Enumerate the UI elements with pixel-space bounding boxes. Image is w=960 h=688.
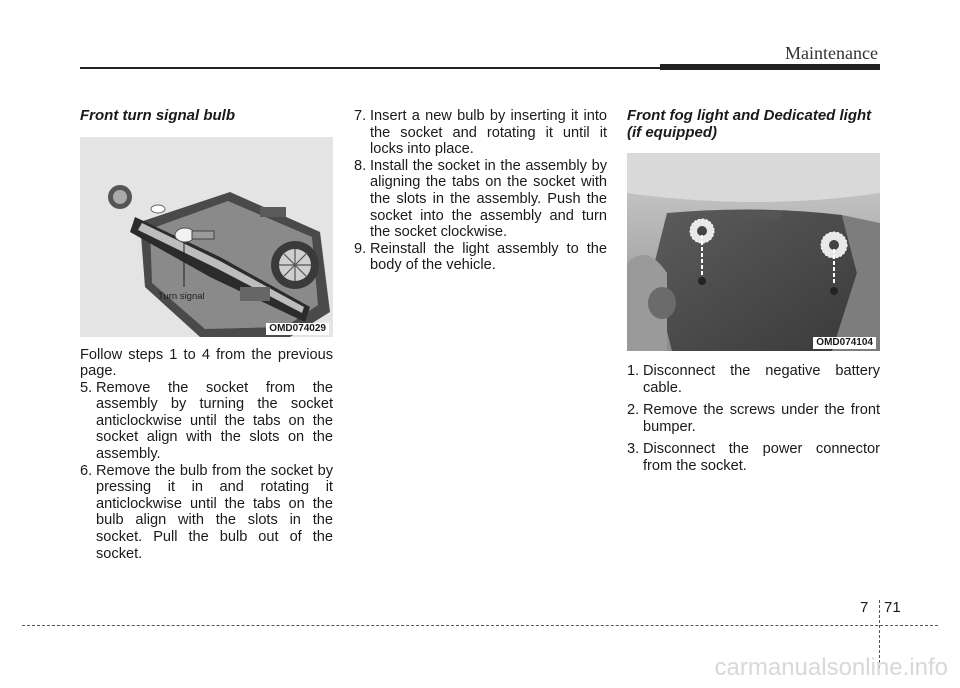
step-number: 6. — [80, 462, 93, 479]
turn-signal-illustration — [80, 137, 333, 337]
step-text: Disconnect the negative battery cable. — [643, 363, 880, 396]
list-item — [354, 108, 607, 158]
fog-light-photo — [627, 153, 880, 351]
figure-fog-light — [627, 153, 880, 351]
intro-paragraph: Follow steps 1 to 4 from the previous page. — [80, 346, 333, 380]
column-2 — [354, 108, 607, 274]
step-number: 3. — [627, 441, 640, 458]
list-item — [627, 363, 880, 396]
step-number: 2. — [627, 402, 640, 419]
step-text: Remove the socket from the assembly by turning the socket anticlockwise until the tabs on the socket align with the slots on the assembly. — [96, 379, 333, 463]
section-title: Maintenance — [785, 43, 878, 63]
figure-turn-signal — [80, 137, 333, 337]
step-text: Remove the screws under the front bumper. — [643, 402, 880, 435]
column-3 — [627, 108, 880, 481]
list-item — [80, 463, 333, 563]
step-number: 7. — [354, 108, 367, 124]
step-text: Reinstall the light assembly to the body of the vehicle. — [370, 240, 607, 274]
list-item — [627, 402, 880, 435]
watermark: carmanualsonline.info — [714, 654, 948, 681]
column-1 — [80, 108, 333, 562]
footer-dashed-rule — [22, 625, 938, 626]
heading-front-turn-signal: Front turn signal bulb — [80, 107, 235, 124]
page-number: 71 — [884, 599, 901, 616]
figure-code: OMD074029 — [266, 323, 329, 335]
steps-list — [354, 108, 607, 274]
chapter-number: 7 — [860, 599, 869, 616]
list-item — [80, 380, 333, 463]
step-text: Remove the bulb from the socket by pressing it in and rotating it anticlockwise until the tabs on the bulb align with the slots in the socket. Pull the bulb out of the socket. — [96, 462, 333, 562]
step-text: Disconnect the power connector from the socket. — [643, 441, 880, 474]
steps-list — [627, 363, 880, 475]
step-number: 8. — [354, 157, 367, 174]
step-number: 1. — [627, 363, 640, 379]
heading-front-fog-light: Front fog light and Dedicated light (if equipped) — [627, 107, 872, 141]
list-item — [627, 441, 880, 474]
figure-label-turn-signal: Turn signal — [158, 290, 205, 302]
figure-code: OMD074104 — [813, 337, 876, 349]
step-text: Install the socket in the assembly by aligning the tabs on the socket with the slots in the assembly. Push the socket into the assembly and turn the socket clockwise. — [370, 157, 607, 241]
step-text: Insert a new bulb by inserting it into the socket and rotating it until it locks into place. — [370, 108, 607, 158]
list-item — [354, 241, 607, 274]
header-rule-thick — [660, 64, 880, 70]
list-item — [354, 158, 607, 241]
step-number: 5. — [80, 379, 93, 396]
steps-list — [80, 380, 333, 563]
step-number: 9. — [354, 240, 367, 257]
